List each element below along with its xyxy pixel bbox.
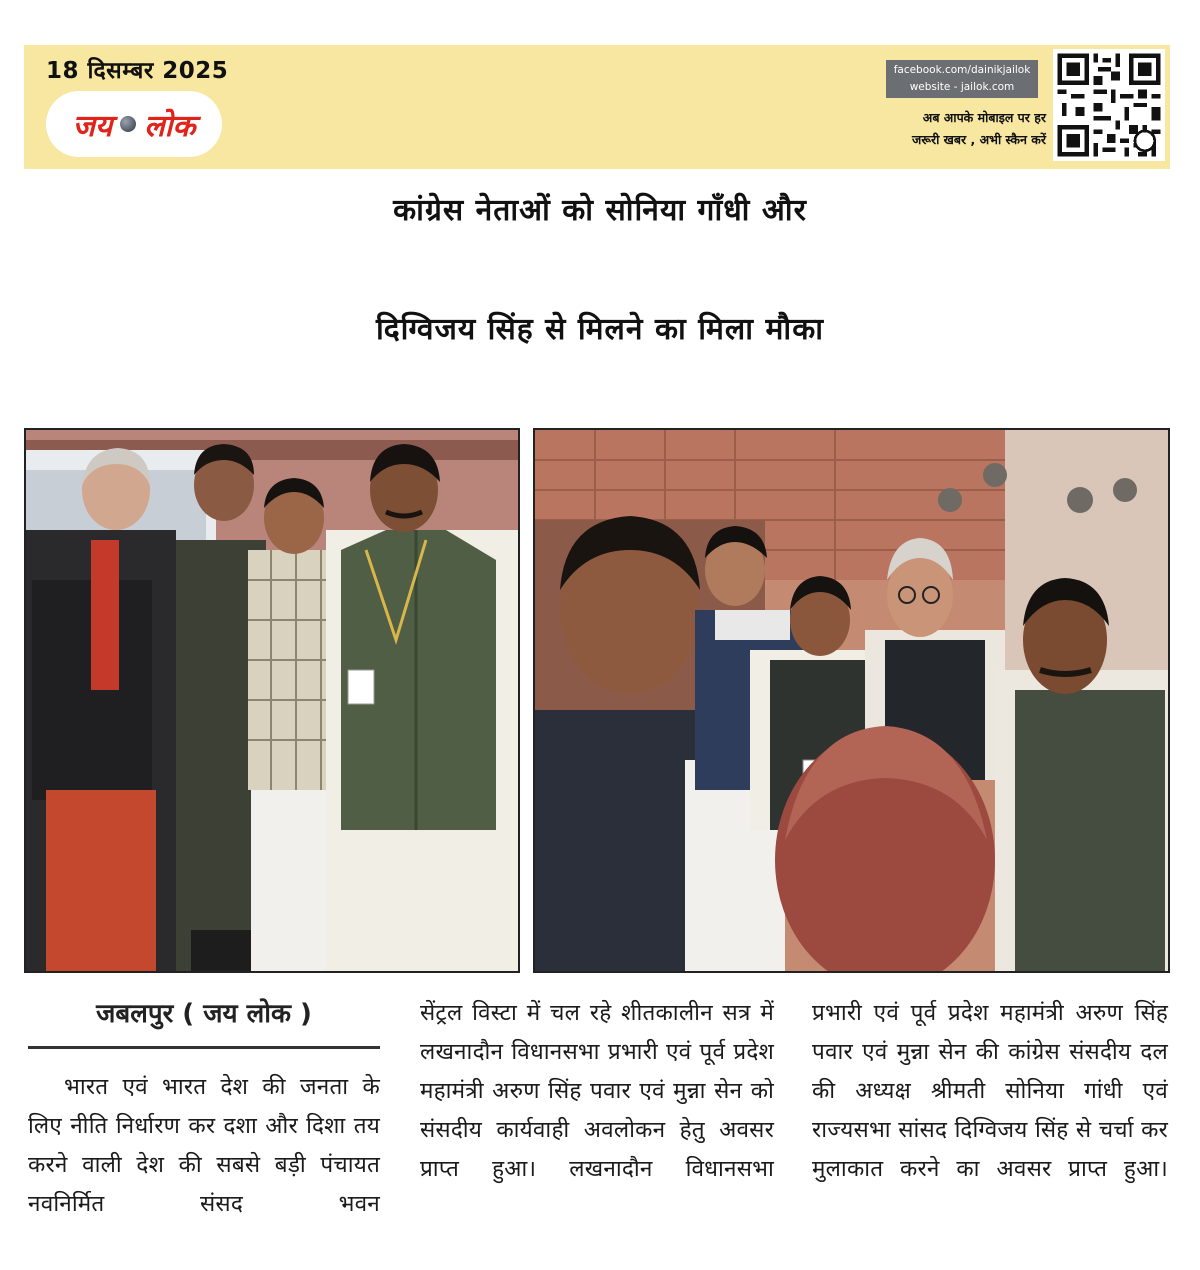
edition-date: 18 दिसम्बर 2025: [46, 58, 229, 84]
scan-prompt: [876, 107, 1046, 151]
headline-line-1: कांग्रेस नेताओं को सोनिया गाँधी और: [393, 193, 807, 228]
masthead: [24, 45, 1170, 169]
newspaper-logo: [46, 91, 222, 157]
headline-line-2: दिग्विजय सिंह से मिलने का मिला मौका: [375, 312, 824, 347]
article-column-3: प्रभारी एवं पूर्व प्रदेश महामंत्री अरुण सिंह पवार एवं मुन्ना सेन की कांग्रेस संसदीय दल की अध्यक्ष श्रीमती सोनिया गांधी एवं राज्यसभा सांसद दिग्विजय सिंह से चर्चा कर मुलाकात करने का अवसर प्राप्त हुआ।: [812, 1000, 1168, 1182]
facebook-link: facebook.com/dainikjailok: [893, 64, 1031, 76]
scan-prompt-line1: अब आपके मोबाइल पर हर: [922, 110, 1046, 125]
byline-divider: [28, 1046, 380, 1049]
photo-left-illustration: [26, 430, 518, 971]
website-link: website - jailok.com: [909, 81, 1015, 93]
logo-text-right: लोक: [144, 108, 196, 144]
qr-code-icon: [1053, 49, 1165, 161]
article-column-2: सेंट्रल विस्टा में चल रहे शीतकालीन सत्र में लखनादौन विधानसभा प्रभारी एवं पूर्व प्रदेश महामंत्री अरुण सिंह पवार एवं मुन्ना सेन को संसदीय कार्यवाही अवलोकन हेतु अवसर प्राप्त हुआ। लखनादौन विधानसभा: [420, 1000, 774, 1182]
scan-prompt-line2: जरूरी खबर , अभी स्कैन करें: [911, 132, 1046, 147]
logo-text-left: जय: [72, 108, 113, 144]
photo-right-illustration: [535, 430, 1168, 971]
article-column-1: भारत एवं भारत देश की जनता के लिए नीति निर्धारण कर दशा और दिशा तय करने वाली देश की सबसे बड़ी पंचायत नवनिर्मित संसद भवन: [28, 1074, 380, 1217]
social-links: [886, 60, 1038, 98]
article-byline: जबलपुर ( जय लोक ): [96, 999, 312, 1029]
photo-digvijay-singh-meeting: [533, 428, 1170, 973]
globe-icon: [120, 116, 136, 132]
photo-sonia-gandhi-meeting: [24, 428, 520, 973]
